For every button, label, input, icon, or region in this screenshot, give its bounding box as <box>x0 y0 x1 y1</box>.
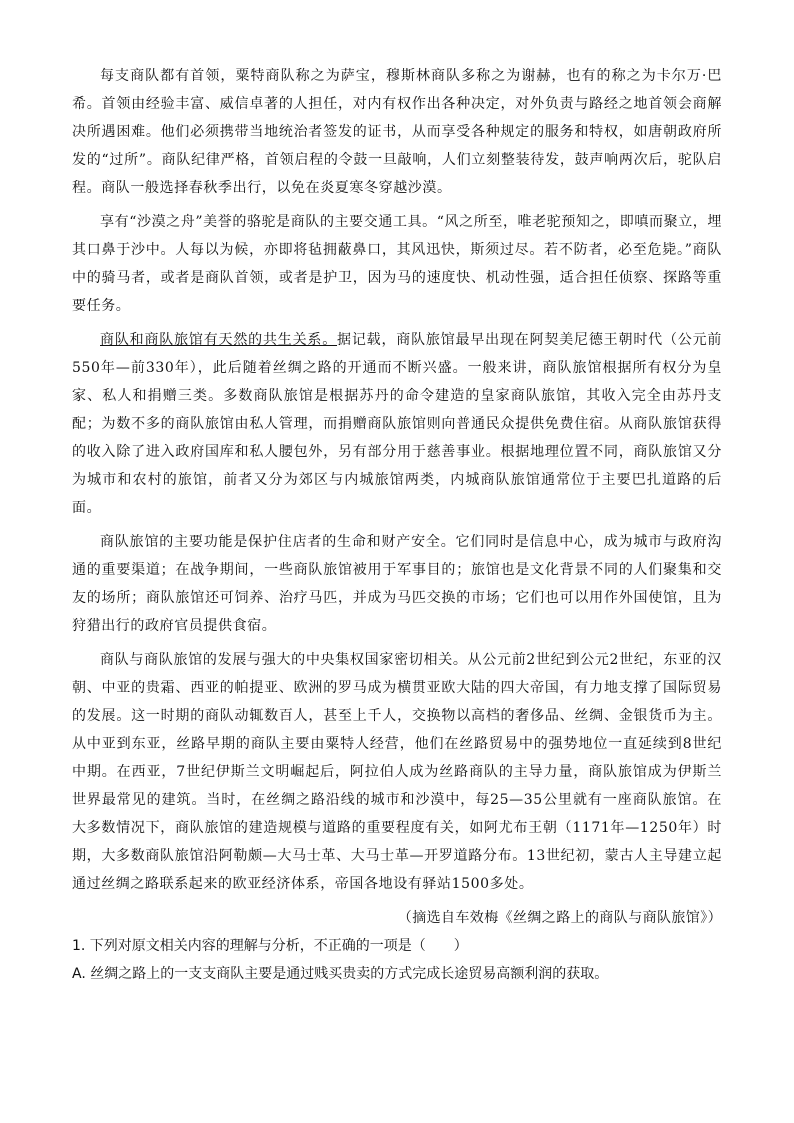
question-stem: 1. 下列对原文相关内容的理解与分析，不正确的一项是（ ） <box>72 938 468 954</box>
paragraph-3-text: 据记载，商队旅馆最早出现在阿契美尼德王朝时代（公元前550年—前330年），此后随着丝绸之路的开通而不断兴盛。一般来讲，商队旅馆根据所有权分为皇家、私人和捐赠三类。多数商队旅馆是根据苏丹的命令建造的皇家商队旅馆，其收入完全由苏丹支配；为数不多的商队旅馆由私人管理，而捐赠商队旅馆则向普通民众提供免费住宿。从商队旅馆获得的收入除了进入政府国库和私人腰包外，另有部分用于慈善事业。根据地理位置不同，商队旅馆又分为城市和农村的旅馆，前者又分为郊区与内城旅馆两类，内城商队旅馆通常位于主要巴扎道路的后面。 <box>72 332 722 516</box>
paragraph-5: 商队与商队旅馆的发展与强大的中央集权国家密切相关。从公元前2世纪到公元2世纪，东亚的汉朝、中亚的贵霜、西亚的帕提亚、欧洲的罗马成为横贯亚欧大陆的四大帝国，有力地支撑了国际贸易的发展。这一时期的商队动辄数百人，甚至上千人，交换物以高档的奢侈品、丝绸、金银货币为主。从中亚到东亚，丝路早期的商队主要由粟特人经营，他们在丝路贸易中的强势地位一直延续到8世纪中期。在西亚，7世纪伊斯兰文明崛起后，阿拉伯人成为丝路商队的主导力量，商队旅馆成为伊斯兰世界最常见的建筑。当时，在丝绸之路沿线的城市和沙漠中，每25—35公里就有一座商队旅馆。在大多数情况下，商队旅馆的建造规模与道路的重要程度有关，如阿尤布王朝（1171年—1250年）时期，大多数商队旅馆沿阿勒颇—大马士革、大马士革—开罗道路分布。13世纪初，蒙古人主导建立起通过丝绸之路联系起来的欧亚经济体系，帝国各地设有驿站1500多处。 <box>72 652 722 892</box>
paragraph-4: 商队旅馆的主要功能是保护住店者的生命和财产安全。它们同时是信息中心，成为城市与政府沟通的重要渠道；在战争期间，一些商队旅馆被用于军事目的；旅馆也是文化背景不同的人们聚集和交友的场所；商队旅馆还可饲养、治疗马匹，并成为马匹交换的市场；它们也可以用作外国使馆，且为狩猎出行的政府官员提供食宿。 <box>72 534 722 634</box>
paragraph-2: 享有“沙漠之舟”美誉的骆驼是商队的主要交通工具。“风之所至，唯老驼预知之，即嗔而聚立，埋其口鼻于沙中。人每以为候，亦即将毡拥蔽鼻口，其风迅快，斯须过尽。若不防者，必至危毙。”商队中的骑马者，或者是商队首领，或者是护卫，因为马的速度快、机动性强，适合担任侦察、探路等重要任务。 <box>72 214 722 314</box>
document-page <box>72 62 722 988</box>
paragraph-3-lead: 商队和商队旅馆有天然的共生关系。 <box>100 332 338 348</box>
paragraph-3 <box>72 326 722 522</box>
source-citation: （摘选自车效梅《丝绸之路上的商队与商队旅馆》） <box>397 910 722 926</box>
option-a: A. 丝绸之路上的一支支商队主要是通过贱买贵卖的方式完成长途贸易高额利润的获取。 <box>72 966 609 982</box>
paragraph-1: 每支商队都有首领，粟特商队称之为萨宝，穆斯林商队多称之为谢赫，也有的称之为卡尔万·巴希。首领由经验丰富、威信卓著的人担任，对内有权作出各种决定，对外负责与路经之地首领会商解决所遇困难。他们必须携带当地统治者签发的证书，从而享受各种规定的服务和特权，如唐朝政府所发的“过所”。商队纪律严格，首领启程的令鼓一旦敲响，人们立刻整装待发，鼓声响两次后，驼队启程。商队一般选择春秋季出行，以免在炎夏寒冬穿越沙漠。 <box>72 68 722 196</box>
